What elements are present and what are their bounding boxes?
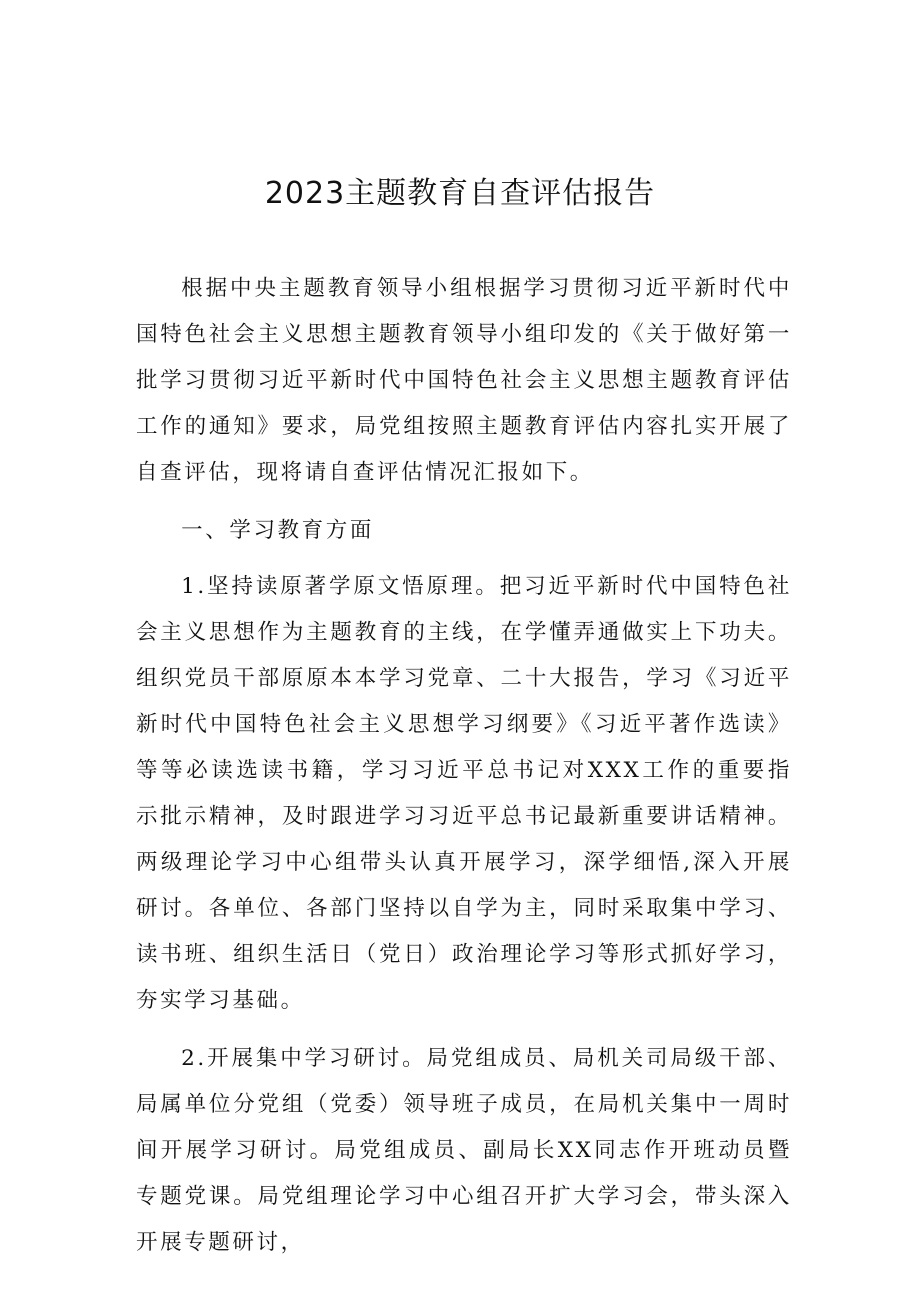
document-title: 2023主题教育自查评估报告 (264, 176, 656, 211)
section-heading-learning: 一、学习教育方面 (181, 518, 374, 543)
document-body (136, 266, 792, 1278)
paragraph-item-1: 1.坚持读原著学原文悟原理。把习近平新时代中国特色社会主义思想作为主题教育的主线，在学懂弄通做实上下功夫。组织党员干部原原本本学习党章、二十大报告，学习《习近平新时代中国特色社会主义思想学习纲要》《习近平著作选读》等等必读选读书籍，学习习近平总书记对XXX工作的重要指示批示精神，及时跟进学习习近平总书记最新重要讲话精神。两级理论学习中心组带头认真开展学习，深学细悟,深入开展研讨。各单位、各部门坚持以自学为主，同时采取集中学习、读书班、组织生活日（党日）政治理论学习等形式抓好学习，夯实学习基础。 (136, 574, 792, 1013)
paragraph-intro: 根据中央主题教育领导小组根据学习贯彻习近平新时代中国特色社会主义思想主题教育领导小组印发的《关于做好第一批学习贯彻习近平新时代中国特色社会主义思想主题教育评估工作的通知》要求，局党组按照主题教育评估内容扎实开展了自查评估，现将请自查评估情况汇报如下。 (136, 276, 792, 485)
paragraph-item-2: 2.开展集中学习研讨。局党组成员、局机关司局级干部、局属单位分党组（党委）领导班子成员，在局机关集中一周时间开展学习研讨。局党组成员、副局长XX同志作开班动员暨专题党课。局党组理论学习中心组召开扩大学习会，带头深入开展专题研讨， (136, 1046, 792, 1255)
